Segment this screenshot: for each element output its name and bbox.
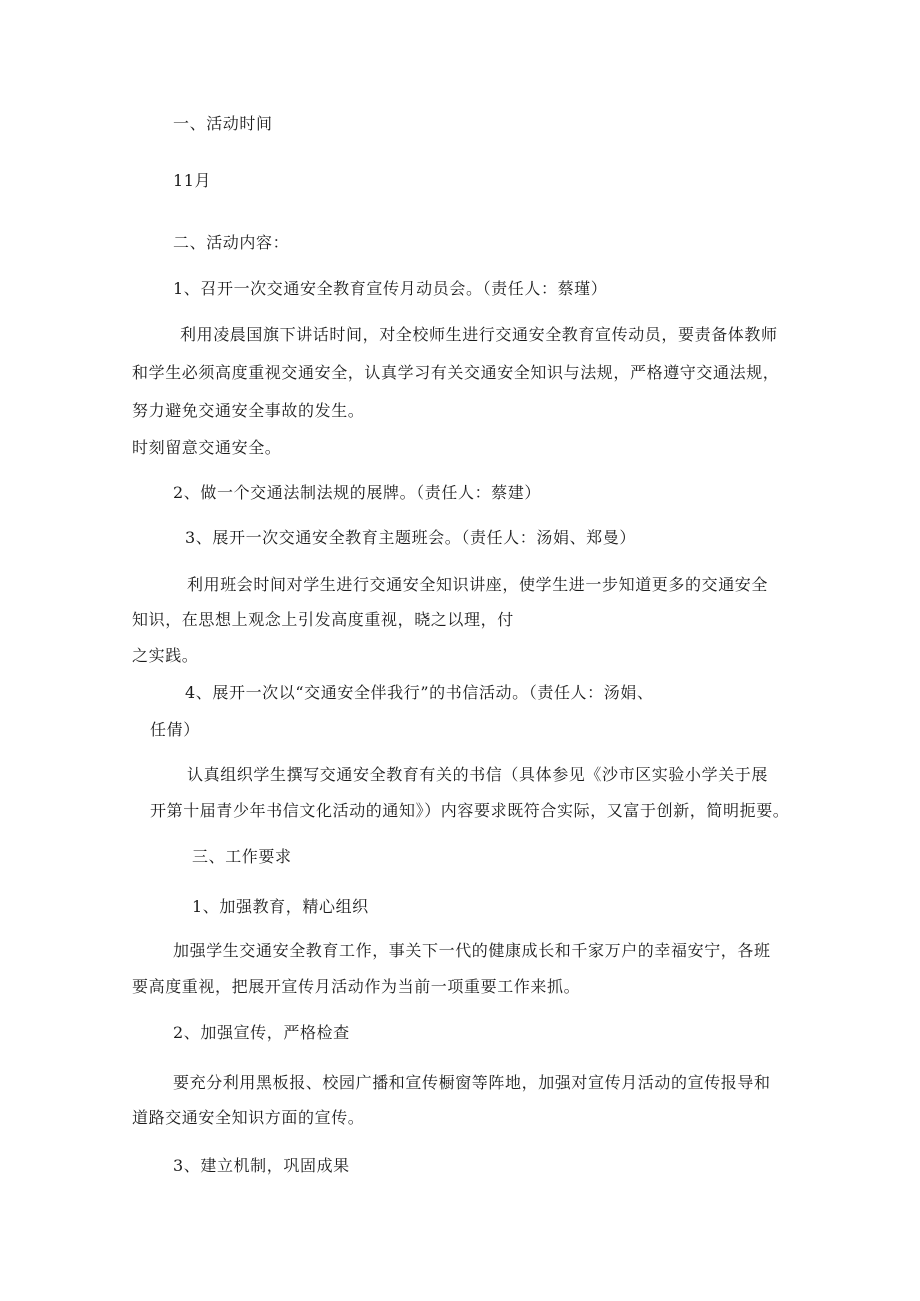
item4-body-line: 开第十届青少年书信文化活动的通知》）内容要求既符合实际，又富于创新，简明扼要。: [150, 801, 790, 820]
activity-time: 11月: [173, 171, 212, 190]
item1-body-line: 时刻留意交通安全。: [132, 438, 282, 457]
item1-body-line: 利用凌晨国旗下讲话时间，对全校师生进行交通安全教育宣传动员，要责备体教师: [180, 325, 778, 344]
item3-body-line: 知识，在思想上观念上引发高度重视，晓之以理，付: [132, 610, 514, 629]
item2-title: 2、做一个交通法制法规的展牌。（责任人：蔡建）: [173, 483, 541, 502]
item1-body-line: 努力避免交通安全事故的发生。: [132, 401, 365, 420]
req1-title: 1、加强教育，精心组织: [192, 897, 369, 916]
item3-body-line: 之实践。: [132, 646, 199, 665]
item1-title: 1、召开一次交通安全教育宣传月动员会。（责任人：蔡瑾）: [173, 279, 608, 298]
item4-body-line: 认真组织学生撰写交通安全教育有关的书信（具体参见《沙市区实验小学关于展: [187, 765, 769, 784]
req3-title: 3、建立机制，巩固成果: [173, 1156, 350, 1175]
req1-body-line: 加强学生交通安全教育工作，事关下一代的健康成长和千家万户的幸福安宁，各班: [173, 941, 771, 960]
item4-title: 4、展开一次以“交通安全伴我行”的书信活动。（责任人：汤娟、: [185, 683, 654, 702]
req2-body-line: 要充分利用黑板报、校园广播和宣传橱窗等阵地，加强对宣传月活动的宣传报导和: [173, 1073, 771, 1092]
item1-body-line: 和学生必须高度重视交通安全，认真学习有关交通安全知识与法规，严格遵守交通法规，: [132, 363, 780, 382]
item3-body-line: 利用班会时间对学生进行交通安全知识讲座，使学生进一步知道更多的交通安全: [187, 575, 769, 594]
item3-title: 3、展开一次交通安全教育主题班会。（责任人：汤娟、郑曼）: [185, 528, 636, 547]
req2-title: 2、加强宣传，严格检查: [173, 1023, 350, 1042]
req2-body-line: 道路交通安全知识方面的宣传。: [132, 1108, 365, 1127]
section1-heading: 一、活动时间: [173, 114, 273, 133]
section3-heading: 三、工作要求: [192, 847, 292, 866]
section2-heading: 二、活动内容：: [173, 233, 290, 252]
req1-body-line: 要高度重视，把展开宣传月活动作为当前一项重要工作来抓。: [132, 977, 581, 996]
item4-title-cont: 任倩）: [150, 720, 200, 739]
